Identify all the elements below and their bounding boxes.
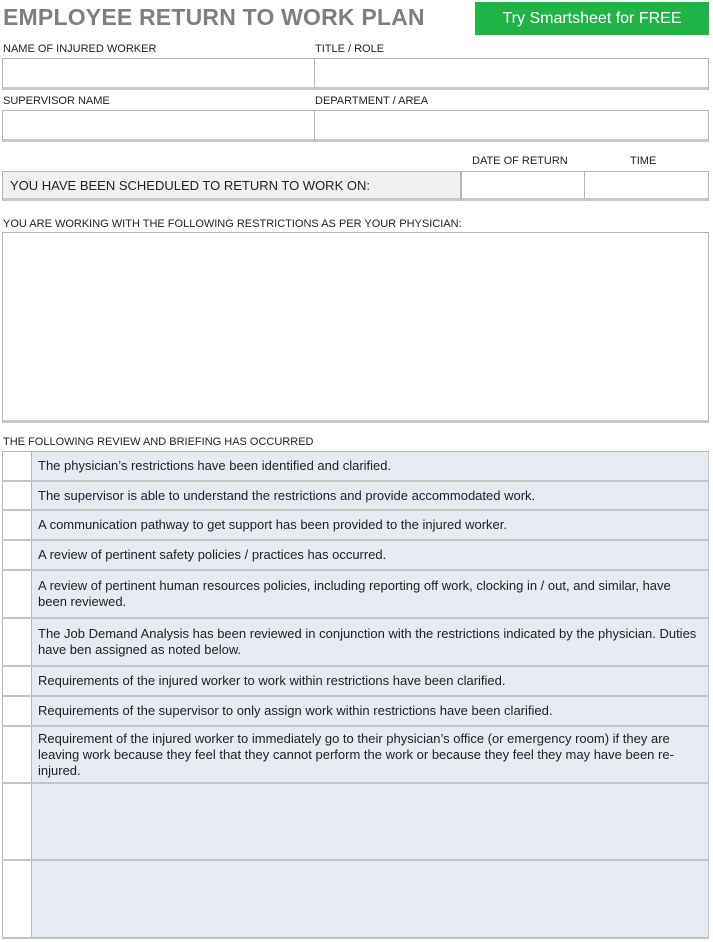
checklist-row [2,697,709,727]
checklist-checkbox[interactable] [2,727,32,782]
checklist-item-text: A review of pertinent safety policies / practices has occurred. [32,541,709,569]
review-checklist [2,451,709,939]
checklist-row [2,452,709,482]
restrictions-label: YOU ARE WORKING WITH THE FOLLOWING RESTRICTIONS AS PER YOUR PHYSICIAN: [3,218,462,230]
checklist-item-text: The physician’s restrictions have been identified and clarified. [32,452,709,480]
injured-worker-field[interactable] [2,58,315,90]
checklist-row [2,784,709,861]
date-of-return-label: DATE OF RETURN [472,155,568,167]
checklist-item-text: Requirements of the supervisor to only assign work within restrictions have been clarified. [32,697,709,725]
department-label: DEPARTMENT / AREA [315,95,429,107]
checklist-row [2,511,709,541]
date-of-return-field[interactable] [461,171,585,201]
time-label: TIME [630,155,657,167]
checklist-item-text: The Job Demand Analysis has been reviewed in conjunction with the restrictions indicated by the physician. Duties have ben assigned as noted below. [32,619,709,665]
department-field[interactable] [314,110,709,142]
checklist-row [2,667,709,697]
checklist-row [2,482,709,511]
checklist-checkbox[interactable] [2,541,32,569]
title-role-field[interactable] [314,58,709,90]
restrictions-textarea[interactable] [2,232,709,423]
checklist-item-text: The supervisor is able to understand the restrictions and provide accommodated work. [32,482,709,509]
review-heading: THE FOLLOWING REVIEW AND BRIEFING HAS OCCURRED [3,436,314,448]
supervisor-field[interactable] [2,110,315,142]
checklist-row [2,541,709,571]
checklist-item-text: A communication pathway to get support has been provided to the injured worker. [32,511,709,539]
time-field[interactable] [584,171,709,201]
checklist-row [2,619,709,667]
checklist-checkbox[interactable] [2,619,32,665]
checklist-checkbox[interactable] [2,452,32,480]
checklist-checkbox[interactable] [2,861,32,937]
try-smartsheet-button[interactable]: Try Smartsheet for FREE [475,2,709,35]
checklist-checkbox[interactable] [2,667,32,695]
checklist-item-text: Requirement of the injured worker to immediately go to their physician’s office (or emergency room) if they are leaving work because they feel that they cannot perform the work or because they feel they may have been re-injured. [32,727,709,782]
checklist-item-text[interactable] [32,861,709,937]
injured-worker-label: NAME OF INJURED WORKER [3,43,157,55]
scheduled-return-text: YOU HAVE BEEN SCHEDULED TO RETURN TO WORK ON: [10,177,370,193]
checklist-item-text: A review of pertinent human resources policies, including reporting off work, clocking in / out, and similar, have been reviewed. [32,571,709,617]
checklist-checkbox[interactable] [2,784,32,859]
checklist-row [2,571,709,619]
checklist-item-text: Requirements of the injured worker to work within restrictions have been clarified. [32,667,709,695]
checklist-row [2,727,709,784]
checklist-checkbox[interactable] [2,571,32,617]
checklist-checkbox[interactable] [2,697,32,725]
checklist-row [2,861,709,939]
scheduled-return-banner [2,171,461,201]
supervisor-label: SUPERVISOR NAME [3,95,110,107]
title-role-label: TITLE / ROLE [315,43,385,55]
page-title: EMPLOYEE RETURN TO WORK PLAN [3,4,425,30]
checklist-checkbox[interactable] [2,511,32,539]
checklist-checkbox[interactable] [2,482,32,509]
checklist-item-text[interactable] [32,784,709,859]
